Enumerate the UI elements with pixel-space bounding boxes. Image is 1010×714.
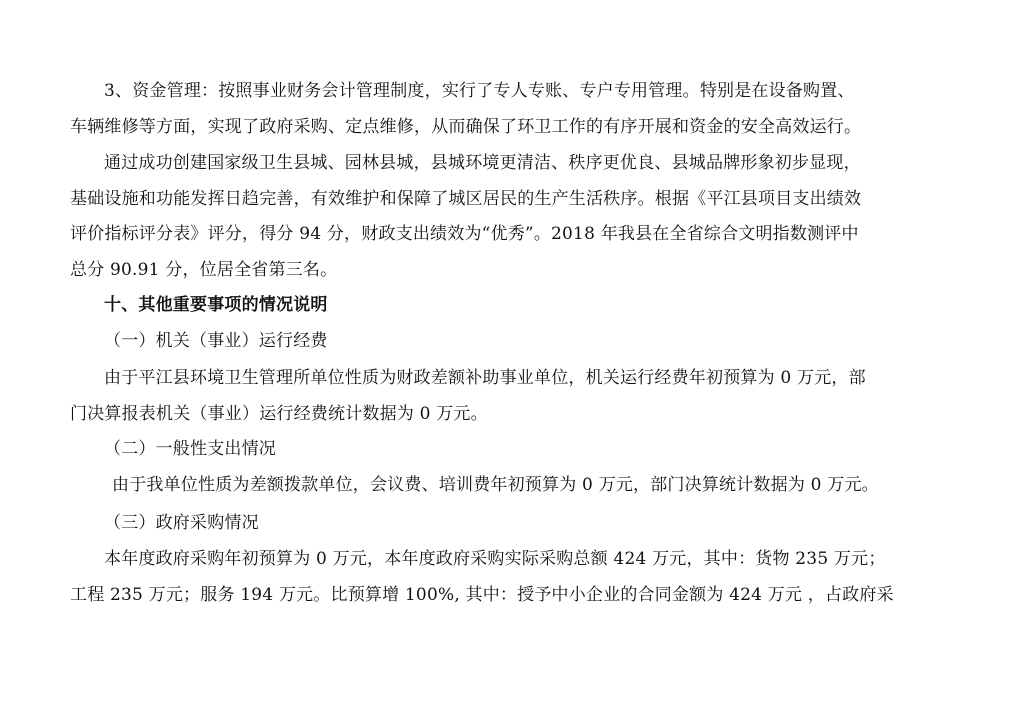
subsection-1-line-1: 由于平江县环境卫生管理所单位性质为财政差额补助事业单位，机关运行经费年初预算为 0 万元，部 — [104, 368, 866, 388]
subsection-3-line-2: 工程 235 万元；服务 194 万元。比预算增 100%, 其中：授予中小企业的合同金额为 424 万元 ，占政府采 — [70, 585, 894, 605]
paragraph-results-line-3: 评价指标评分表》评分，得分 94 分，财政支出绩效为“优秀”。2018 年我县在全省综合文明指数测评中 — [70, 224, 859, 244]
subsection-1-title: （一）机关（事业）运行经费 — [104, 331, 328, 351]
paragraph-results-line-1: 通过成功创建国家级卫生县城、园林县城，县城环境更清洁、秩序更优良、县城品牌形象初步显现， — [104, 153, 861, 173]
paragraph-funds-line-2: 车辆维修等方面，实现了政府采购、定点维修，从而确保了环卫工作的有序开展和资金的安全高效运行。 — [70, 117, 862, 137]
subsection-3-line-1: 本年度政府采购年初预算为 0 万元，本年度政府采购实际采购总额 424 万元，其中：货物 235 万元； — [104, 549, 886, 569]
subsection-2-line-1: 由于我单位性质为差额拨款单位，会议费、培训费年初预算为 0 万元，部门决算统计数据为 0 万元。 — [112, 475, 879, 495]
subsection-3-title: （三）政府采购情况 — [104, 513, 259, 533]
subsection-1-line-2: 门决算报表机关（事业）运行经费统计数据为 0 万元。 — [70, 404, 488, 424]
paragraph-results-line-4: 总分 90.91 分，位居全省第三名。 — [70, 260, 338, 280]
subsection-2-title: （二）一般性支出情况 — [104, 439, 276, 459]
paragraph-funds-line-1: 3、资金管理：按照事业财务会计管理制度，实行了专人专账、专户专用管理。特别是在设备购置、 — [104, 81, 855, 101]
paragraph-results-line-2: 基础设施和功能发挥日趋完善，有效维护和保障了城区居民的生产生活秩序。根据《平江县项目支出绩效 — [70, 189, 862, 209]
section-heading: 十、其他重要事项的情况说明 — [104, 295, 328, 315]
